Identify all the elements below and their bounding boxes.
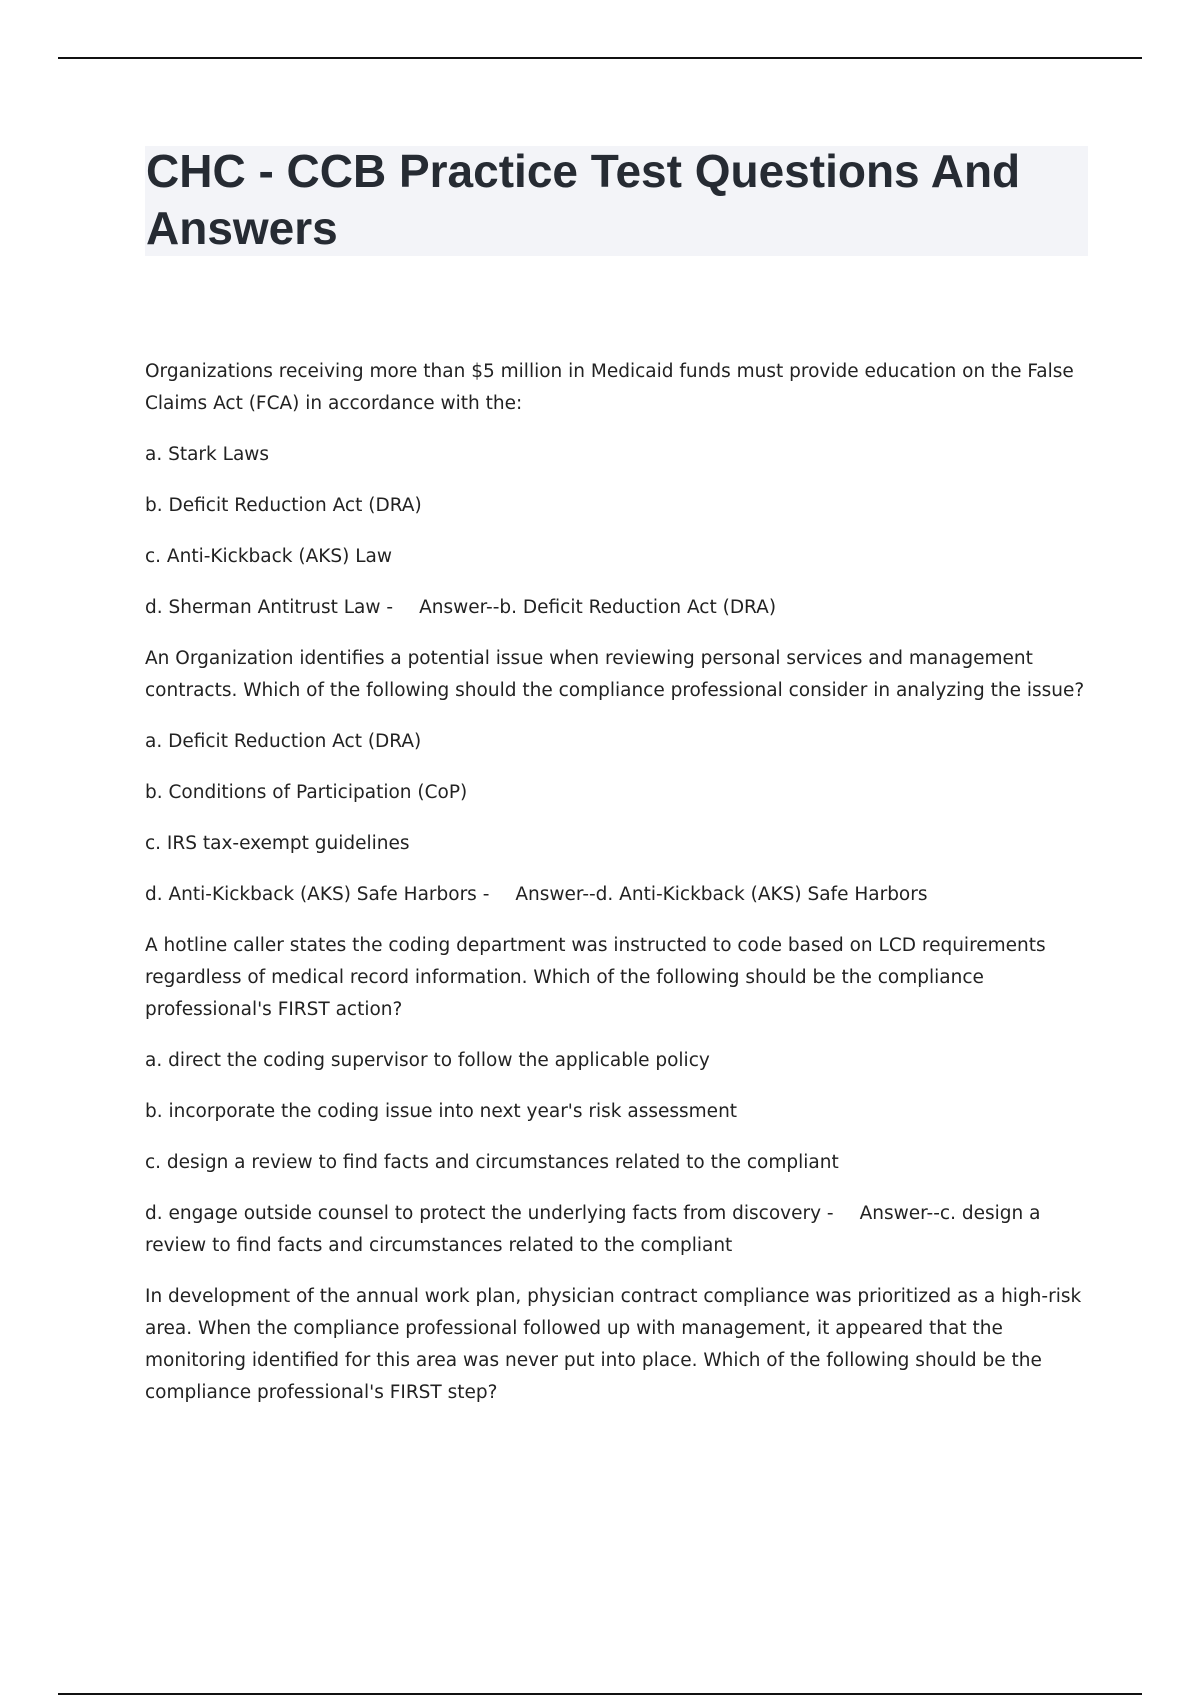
question-2-option-d-with-answer — [145, 879, 1090, 911]
question-2-option-b: b. Conditions of Participation (CoP) — [145, 782, 468, 803]
question-2-option-d: d. Anti-Kickback (AKS) Safe Harbors - — [145, 884, 490, 905]
question-4-stem: In development of the annual work plan, physician contract compliance was prioritized as a high-risk area. When the compliance professional followed up with management, it appeared that the monitoring identified for this area was never put into place. Which of the following should be the compliance professional's FIRST step? — [145, 1286, 1082, 1403]
question-2-stem: An Organization identifies a potential issue when reviewing personal services and management contracts. Which of the following should the compliance professional consider in analyzing the issue? — [145, 648, 1085, 701]
question-3-option-d: d. engage outside counsel to protect the underlying facts from discovery - — [145, 1203, 834, 1224]
question-3-option-c: c. design a review to find facts and circumstances related to the compliant — [145, 1152, 839, 1173]
question-2-option-a: a. Deficit Reduction Act (DRA) — [145, 731, 422, 752]
question-3-option-a: a. direct the coding supervisor to follow the applicable policy — [145, 1050, 710, 1071]
document-title: CHC - CCB Practice Test Questions And Answers — [146, 145, 1021, 254]
question-1-option-d-with-answer — [145, 592, 1090, 624]
question-3-option-d-with-answer — [145, 1198, 1090, 1262]
question-3-option-b: b. incorporate the coding issue into next year's risk assessment — [145, 1101, 738, 1122]
question-2-answer: Answer--d. Anti-Kickback (AKS) Safe Harbors — [515, 884, 928, 905]
question-1-stem: Organizations receiving more than $5 million in Medicaid funds must provide education on the False Claims Act (FCA) in accordance with the: — [145, 361, 1074, 414]
footer-rule — [58, 1693, 1142, 1695]
question-1-option-a: a. Stark Laws — [145, 444, 270, 465]
question-3-answer: Answer--c. design a review to find facts and circumstances related to the compliant — [145, 1203, 1041, 1256]
header-rule — [58, 57, 1142, 59]
question-2-option-c: c. IRS tax-exempt guidelines — [145, 833, 410, 854]
question-3-stem: A hotline caller states the coding department was instructed to code based on LCD requirements regardless of medical record information. Which of the following should be the compliance professional's FIRST action? — [145, 935, 1046, 1020]
question-1-option-c: c. Anti-Kickback (AKS) Law — [145, 546, 393, 567]
question-1-option-d: d. Sherman Antitrust Law - — [145, 597, 394, 618]
question-1-option-b: b. Deficit Reduction Act (DRA) — [145, 495, 422, 516]
question-1-answer: Answer--b. Deficit Reduction Act (DRA) — [419, 597, 777, 618]
document-body — [145, 356, 1090, 1428]
